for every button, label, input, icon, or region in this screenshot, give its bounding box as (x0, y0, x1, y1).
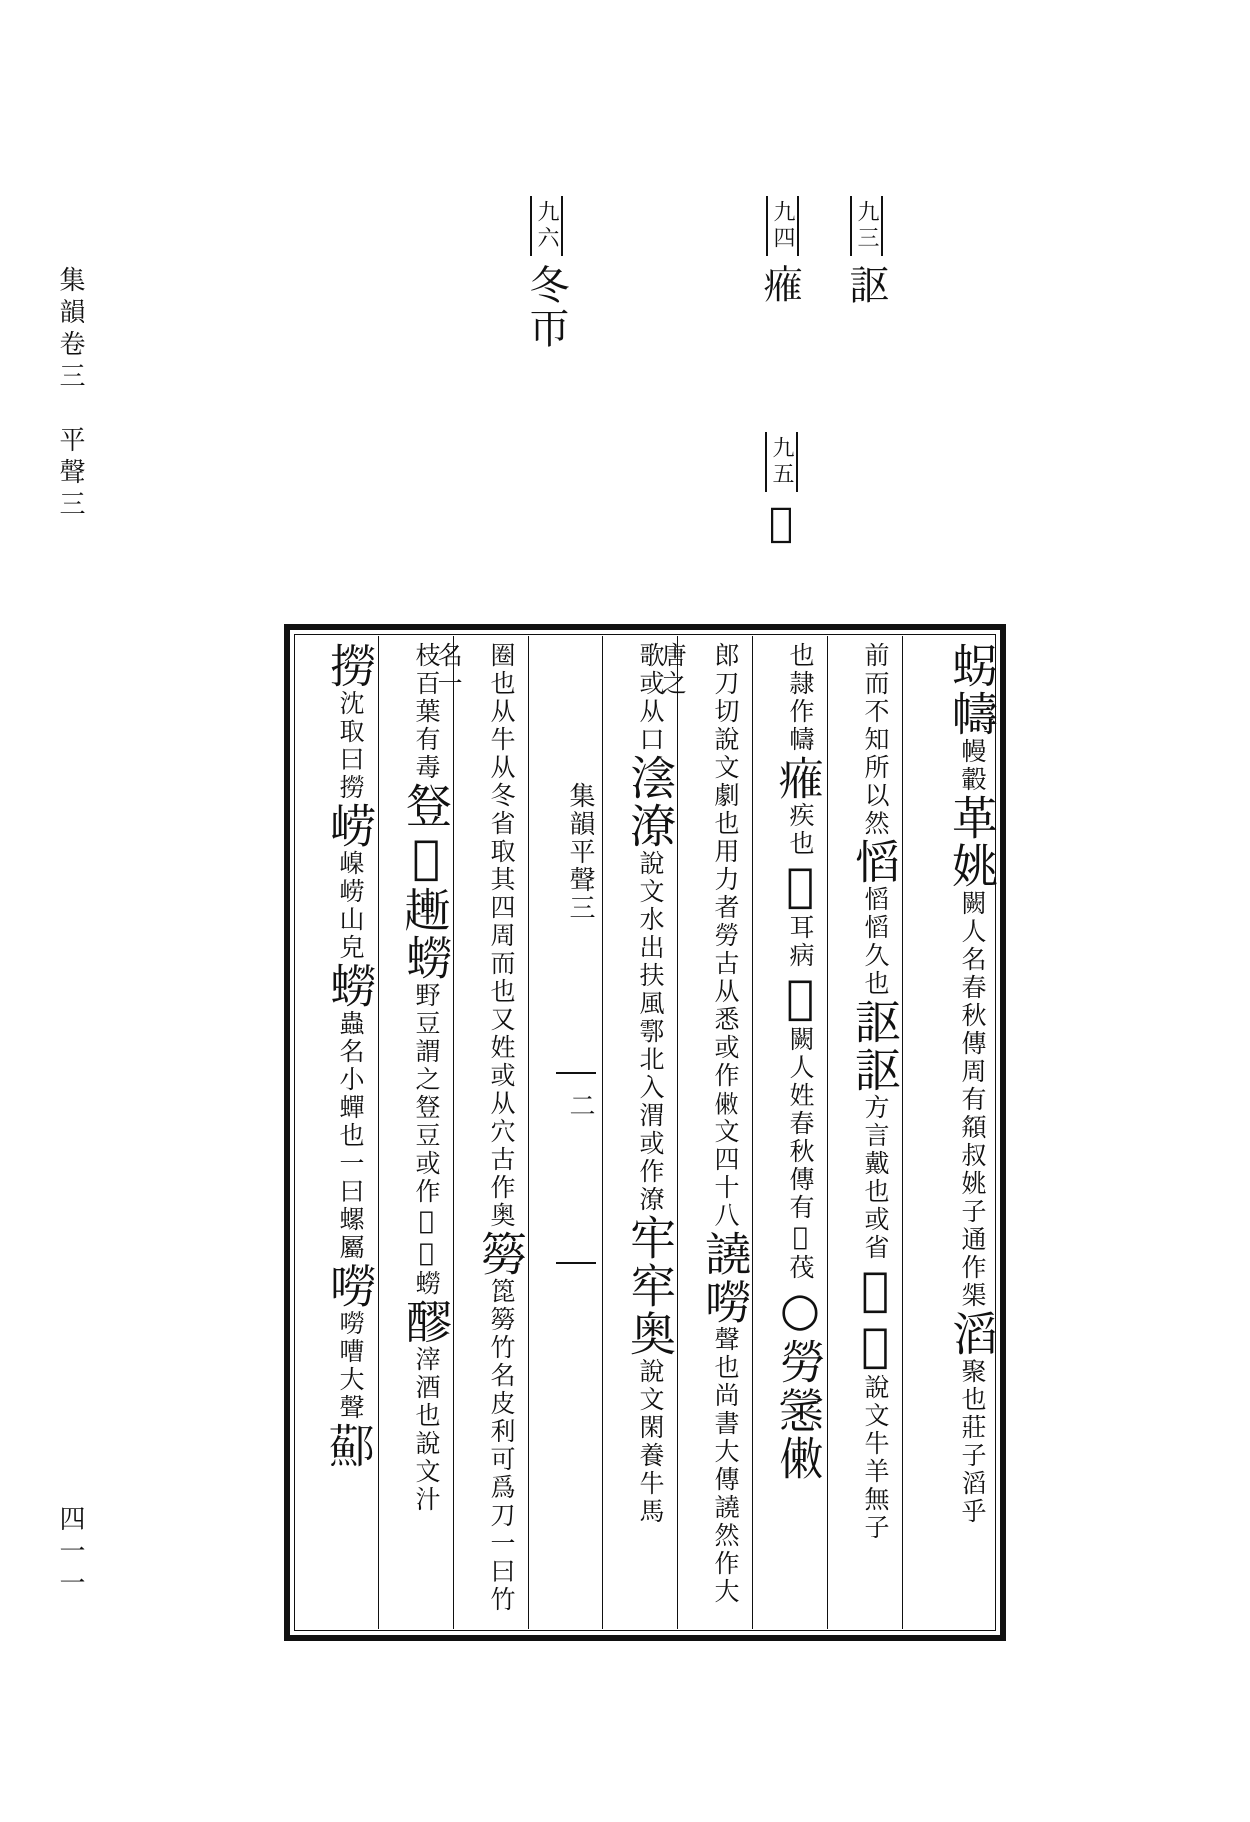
gloss: 慆慆久也 (861, 886, 890, 998)
head-char: 姚 (945, 842, 999, 890)
gloss: 蟲名小蟬也一曰螺屬 (336, 1010, 365, 1262)
gloss: 聚也莊子滔乎 (958, 1358, 987, 1526)
collation-note-94 (758, 196, 807, 308)
gloss: 歌或从口 (636, 642, 665, 754)
head-char: 崂 (323, 802, 377, 850)
head-char: 撈 (323, 642, 377, 690)
collation-note-96 (518, 196, 575, 352)
column-rule (378, 636, 379, 1629)
gloss: 說文水出扶風鄠北入渭或作潦 (636, 850, 665, 1214)
text-column (831, 642, 901, 1617)
gloss: 郎刀切說文劇也用力者勞古从悉或作𠍏文四十八 (711, 642, 740, 1230)
gloss: 闕人姓春秋傳有𦏲茷 (786, 1026, 815, 1282)
head-char: 𢣴 (848, 1318, 902, 1374)
column-rule (453, 636, 454, 1629)
gloss: 幔轂 (958, 738, 987, 794)
head-char: 𤸰 (773, 754, 827, 802)
gloss: 嵲崂山皃 (336, 850, 365, 962)
head-char: 𢥒 (773, 1386, 827, 1434)
head-char: 𧊅 (945, 642, 999, 690)
text-column (658, 642, 752, 1617)
note-number: 九五 (765, 432, 798, 492)
column-rule (827, 636, 828, 1629)
gloss: 頯叔姚子通作㮡 (958, 1114, 987, 1310)
column-rule (602, 636, 603, 1629)
gloss: 圈也从牛从冬省取其四周而也又姓或从穴古作奥 (487, 642, 516, 1230)
head-char: 滔 (945, 1310, 999, 1358)
gloss: 滓酒也 (412, 1346, 441, 1430)
text-column (434, 642, 528, 1617)
gutter-title: 集韻平聲三 (565, 782, 595, 922)
head-char: 𥢜 (399, 830, 453, 886)
column-rule (528, 636, 529, 1629)
gloss: 闕人名春秋傳周有 (958, 890, 987, 1114)
note-character: 𤸰 (759, 264, 805, 308)
head-char: 𣸮 (623, 754, 677, 802)
head-char: 𧦅 (848, 1046, 902, 1094)
text-column (300, 642, 376, 1617)
head-char: 嘮 (323, 1262, 377, 1310)
gutter-rule (556, 1262, 596, 1264)
head-char: 潦 (623, 802, 677, 850)
gloss: 耳病 (786, 914, 815, 970)
head-char: 嘮 (698, 1278, 752, 1326)
gloss: 枝百葉有毒 (412, 642, 441, 782)
text-column (756, 642, 826, 1617)
head-char: 𢣴 (848, 1262, 902, 1318)
collation-note-95 (758, 432, 804, 550)
head-char: 蟧 (399, 934, 453, 982)
head-char: 勞 (773, 1338, 827, 1386)
note-character: 冬帀 (523, 264, 569, 352)
head-char: 革 (945, 794, 999, 842)
head-char: 窂 (623, 1262, 677, 1310)
head-char: 簩 (474, 1230, 528, 1278)
head-char: 慆 (848, 838, 902, 886)
gloss: 方言戴也或省 (861, 1094, 890, 1262)
column-rule (677, 636, 678, 1629)
text-column (906, 642, 998, 1617)
note-number: 九六 (530, 196, 563, 256)
circle-marker: ○ (773, 1282, 827, 1338)
head-char: 𦗏 (773, 858, 827, 914)
gutter-folio: 二 (565, 1092, 595, 1120)
head-char: 𨟂 (323, 1422, 377, 1470)
column-rule (752, 636, 753, 1629)
head-char: 豋 (399, 782, 453, 830)
note-character: 𦏲 (758, 500, 804, 550)
gloss: 疾也 (786, 802, 815, 858)
head-char: 幬 (945, 690, 999, 738)
collation-note-93 (838, 196, 895, 308)
head-char: 𧽯 (399, 886, 453, 934)
gloss: 前而不知所以然 (861, 642, 890, 838)
gloss: 聲也尚書大傳譊然作大唐之 (658, 642, 740, 1606)
head-char: 醪 (399, 1298, 453, 1346)
note-number: 九四 (766, 196, 799, 256)
gutter-rule (556, 1072, 596, 1074)
note-number: 九三 (850, 196, 883, 256)
head-char: 𧦅 (848, 998, 902, 1046)
page-number: 四一一 (55, 1505, 85, 1601)
head-char: 奥 (623, 1310, 677, 1358)
column-rule (902, 636, 903, 1629)
gloss: 說文閑養牛馬 (636, 1358, 665, 1526)
gloss: 說文牛羊無子 (861, 1374, 890, 1542)
head-char: 𠍏 (773, 1434, 827, 1482)
head-char: 𦏲 (773, 970, 827, 1026)
note-character: 𧦅 (843, 264, 889, 308)
gloss: 箆簩竹名皮利可爲刀一曰竹名一 (434, 642, 516, 1614)
printed-text-block (284, 624, 1006, 1641)
head-char: 蟧 (323, 962, 377, 1010)
gutter (556, 642, 596, 1617)
head-char: 譊 (698, 1230, 752, 1278)
head-char: 牢 (623, 1214, 677, 1262)
gloss: 嘮嘈大聲 (336, 1310, 365, 1422)
text-column (606, 642, 676, 1617)
running-head: 集韻卷三 平聲三 (55, 266, 85, 522)
gloss: 沈取曰撈 (336, 690, 365, 802)
gloss: 也隷作幬 (786, 642, 815, 754)
gloss: 野豆謂之豋豆或作𥢜𧽯蟧 (412, 982, 441, 1298)
gloss: 說文汁 (412, 1430, 441, 1514)
text-column (382, 642, 452, 1617)
